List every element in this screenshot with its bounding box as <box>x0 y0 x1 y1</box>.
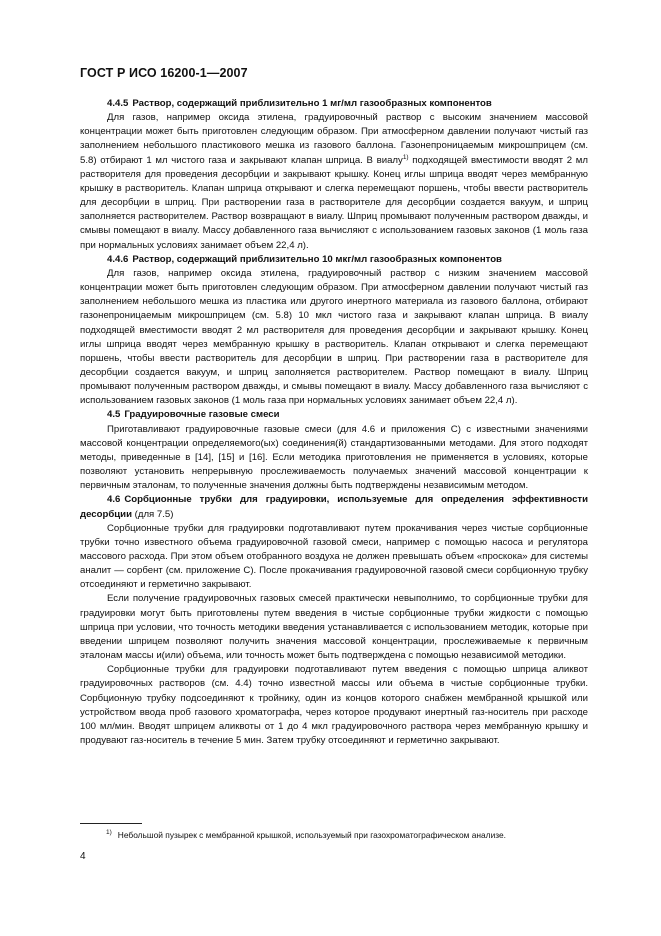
paragraph-4-4-6: Для газов, например оксида этилена, градуировочный раствор с низким значением массовой концентрации может быть приготовлен следующим образом. При атмосферном давлении получают чистый газ заполнением небольшого мешка из пластика или другого инертного материала из газового баллона, отбирают газонепроницаемым микрошприцем (см. 5.8) 10 мкл чистого газа и закрывают клапан шприца. В виалу подходящей вместимости вводят 2 мл растворителя для проведения десорбции и закрывают крышку. Конец иглы шприца вводят через мембранную крышку в растворитель. Клапан открывают и слегка перемещают поршень, чтобы ввести растворитель для десорбции в шприц. При растворении газа в растворителе для десорбции создается вакуум, и шприц заполняется растворителем. Раствор помещают в виалу. Шприц промывают полученным раствором дважды, и смывы помещают в виалу. Массу добавленного газа вычисляют с использованием газовых законов (1 моль газа при нормальных условиях занимает объем 22,4 л). <box>80 267 588 407</box>
document-body <box>80 97 588 748</box>
paragraph-4-6-a: Сорбционные трубки для градуировки подготавливают путем прокачивания через чистые сорбционные трубки точно известного объема градуировочной газовой смеси, например с помощью насоса и регулятора массового расхода. При этом объем отобранного воздуха не должен превышать объем «проскока» для системы аналит — сорбент (см. приложение С). После прокачивания градуировочной газовой смеси сорбционную трубку отсоединяют и герметично закрывают. <box>80 522 588 591</box>
footnote-mark: 1) <box>106 829 112 836</box>
paragraph-4-4-5: Для газов, например оксида этилена, градуировочный раствор с высоким значением массовой концентрации может быть приготовлен следующим образом. При атмосферном давлении получают чистый газ заполнением небольшого пластикового мешка из газового баллона. Газонепроницаемым микрошприцем (см. 5.8) отбирают 1 мл чистого газа и закрывают клапан шприца. В виалу$^{1)}$ подходящей вместимости вводят 2 мл растворителя для проведения десорбции и закрывают крышку. Конец иглы шприца вводят через мембранную крышку в растворитель. Клапан шприца открывают и слегка перемещают поршень, чтобы ввести растворитель для десорбции в шприц. При растворении газа в растворителе для десорбции создается вакуум, и шприц заполняется растворителем. Раствор возвращают в виалу. Шприц промывают полученным раствором дважды, и смывы помещают в виалу. Массу добавленного газа вычисляют с использованием газовых законов (1 моль газа при нормальных условиях занимает объем 22,4 л). <box>80 112 588 251</box>
paragraph-4-6-c: Сорбционные трубки для градуировки подготавливают путем введения с помощью шприца аликвот градуировочных растворов (см. 4.4) точно известной массы или объема в чистые сорбционные трубки. Сорбционную трубку подсоединяют к тройнику, один из концов которого снабжен мембранной крышкой или устройством ввода проб газового хроматографа, через которое продувают инертный газ-носитель при расходе 100 мл/мин. Вводят шприцем аликвоты от 1 до 4 мкл градуировочного раствора через мембранную крышку и продувают газ-носитель в течение 5 мин. Затем трубку отсоединяют и герметично закрывают. <box>80 664 588 747</box>
heading-4-5: 4.5 Градуировочные газовые смеси <box>107 409 280 421</box>
heading-4-6: 4.6 Сорбционные трубки для градуировки, используемые для определения эффективности десорбции (для 7.5) <box>80 494 588 520</box>
standard-designation: ГОСТ Р ИСО 16200-1—2007 <box>80 66 248 80</box>
paragraph-4-6-b: Если получение градуировочных газовых смесей практически невыполнимо, то сорбционные трубки для градуировки могут быть приготовлены путем введения в чистые сорбционные трубки жидкости с помощью шприца при условии, что точность методики введения устанавливается с использованием методик, которые при введении шприцем позволяют получить значения массовой концентрации, прослеживаемые к первичным эталонам массы и(или) объема, или точность может быть подтверждена с помощью независимой методики. <box>80 593 588 662</box>
paragraph-4-5: Приготавливают градуировочные газовые смеси (для 4.6 и приложения С) с известными значениями массовой концентрации определяемого(ых) соединения(й) стандартизованными методами. Для этого подходят методы, приведенные в [14], [15] и [16]. Если методика приготовления не применяется в условиях, которые позволяют установить непрерывную прослеживаемость получаемых значений массовой концентрации к первичным эталонам, то полученные значения должны быть подтверждены независимым методом. <box>80 423 588 492</box>
footnote-divider <box>80 823 142 824</box>
footnote-text: Небольшой пузырек с мембранной крышкой, используемый при газохроматографическом анализе. <box>117 830 506 840</box>
footnote-reference: 1) <box>402 153 409 161</box>
heading-4-4-5: 4.4.5 Раствор, содержащий приблизительно 1 мг/мл газообразных компонентов <box>107 98 492 109</box>
heading-4-4-6: 4.4.6 Раствор, содержащий приблизительно 10 мкг/мл газообразных компонентов <box>107 253 502 265</box>
page-number: 4 <box>80 851 86 862</box>
footnote <box>106 830 586 841</box>
